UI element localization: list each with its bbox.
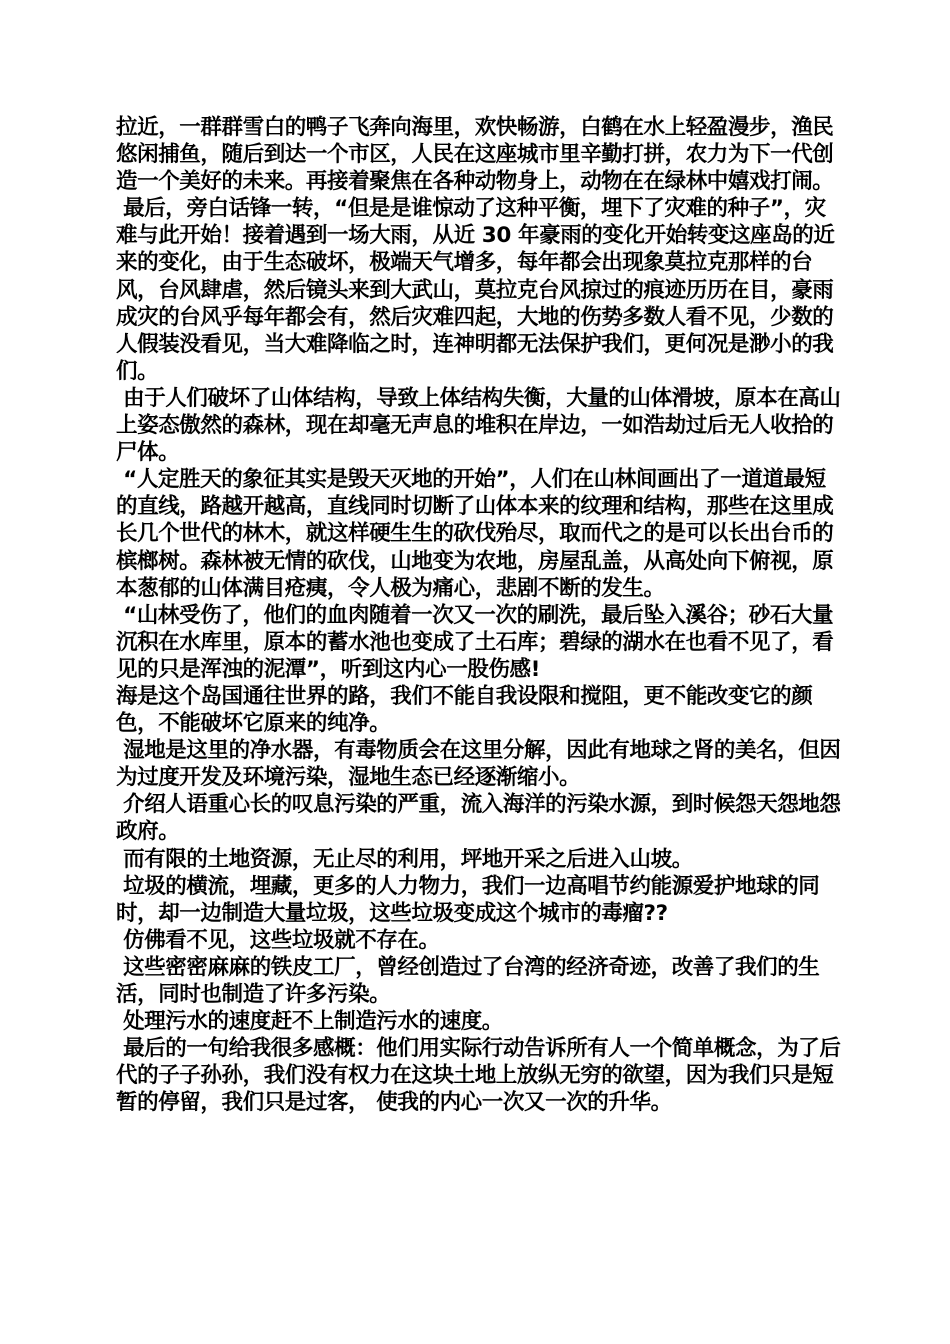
paragraph-10: 垃圾的横流，埋藏，更多的人力物力，我们一边高唱节约能源爱护地球的同时，却一边制造大量垃圾，这些垃圾变成这个城市的毒瘤?? [116,873,820,926]
paragraph-5: “山林受伤了，他们的血肉随着一次又一次的刷洗，最后坠入溪谷；砂石大量沉积在水库里，原本的蓄水池也变成了土石库；碧绿的湖水在也看不见了，看见的只是浑浊的泥潭”，听到这内心一股伤感! [116,602,834,682]
paragraph-11: 仿佛看不见，这些垃圾就不存在。 [116,927,440,953]
paragraph-6: 海是这个岛国通往世界的路，我们不能自我设限和搅阻，更不能改变它的颜色，不能破坏它原来的纯净。 [116,683,813,737]
document-body [116,114,844,1116]
paragraph-3: 由于人们破坏了山体结构，导致上体结构失衡，大量的山体滑坡，原本在高山上姿态傲然的森林，现在却毫无声息的堆积在岸边，一如浩劫过后无人收拾的尸体。 [116,385,841,466]
paragraph-13: 处理污水的速度赶不上制造污水的速度。 [116,1009,503,1035]
paragraph-12: 这些密密麻麻的铁皮工厂，曾经创造过了台湾的经济奇迹，改善了我们的生活，同时也制造了许多污染。 [116,954,820,1007]
paragraph-7: 湿地是这里的净水器，有毒物质会在这里分解，因此有地球之肾的美名，但因为过度开发及环境污染，湿地生态已经逐渐缩小。 [116,738,841,791]
paragraph-4: “人定胜天的象征其实是毁天灭地的开始”，人们在山林间画出了一道道最短的直线，路越开越高，直线同时切断了山体本来的纹理和结构，那些在这里成长几个世代的林木，就这样硬生生的砍伐殆尽，取而代之的是可以长出台币的槟榔树。森林被无情的砍伐，山地变为农地，房屋乱盖，从高处向下俯视，原本葱郁的山体满目疮痍，令人极为痛心，悲剧不断的发生。 [116,467,834,601]
paragraph-2: 最后，旁白话锋一转，“但是是谁惊动了这种平衡，埋下了灾难的种子”，灾难与此开始！接着遇到一场大雨，从近 30 年豪雨的变化开始转变这座岛的近来的变化，由于生态破坏，极端天气增多，每年都会出现象莫拉克那样的台风，台风肆虐，然后镜头来到大武山，莫拉克台风掠过的痕迹历历在目，豪雨成灾的台风乎每年都会有，然后灾难四起，大地的伤势多数人看不见，少数的人假装没看见，当大难降临之时，连神明都无法保护我们，更何况是渺小的我们。 [116,196,835,384]
paragraph-14: 最后的一句给我很多感概：他们用实际行动告诉所有人一个简单概念，为了后代的子子孙孙，我们没有权力在这块土地上放纵无穷的欲望，因为我们只是短暂的停留，我们只是过客， 使我的内心一次又一次的升华。 [116,1036,841,1116]
paragraph-8: 介绍人语重心长的叹息污染的严重，流入海洋的污染水源，到时候怨天怨地怨政府。 [116,792,841,845]
paragraph-1: 拉近，一群群雪白的鸭子飞奔向海里，欢快畅游，白鹤在水上轻盈漫步，渔民悠闲捕鱼，随后到达一个市区，人民在这座城市里辛勤打拼，农力为下一代创造一个美好的未来。再接着聚焦在各种动物身上，动物在在绿林中嬉戏打闹。 [116,115,834,195]
paragraph-9: 而有限的土地资源，无止尽的利用，坪地开采之后进入山坡。 [116,846,693,872]
